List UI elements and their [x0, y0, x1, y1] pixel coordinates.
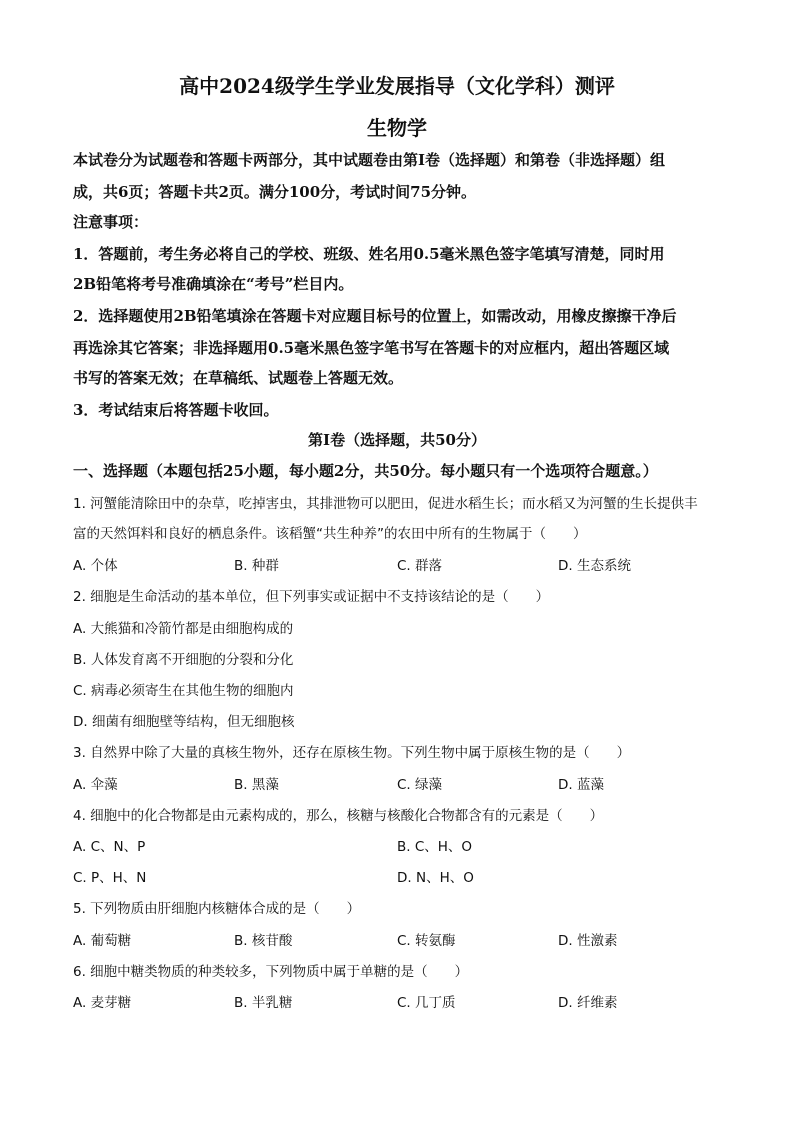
q3-stem: 3. 自然界中除了大量的真核生物外，还存在原核生物。下列生物中属于原核生物的是（ ） [73, 745, 631, 761]
q5-option-c: C. 转氨酶 [397, 933, 456, 949]
q5-option-b: B. 核苷酸 [234, 933, 293, 949]
q3-option-c: C. 绿藻 [397, 777, 443, 793]
q2-option-d: D. 细菌有细胞壁等结构，但无细胞核 [73, 714, 295, 730]
q2-option-b: B. 人体发育离不开细胞的分裂和分化 [73, 652, 294, 668]
q4-option-a: A. C、N、P [73, 839, 146, 855]
q2-option-c: C. 病毒必须寄生在其他生物的细胞内 [73, 683, 294, 699]
q6-option-b: B. 半乳糖 [234, 995, 293, 1011]
q6-option-a: A. 麦芽糖 [73, 995, 132, 1011]
q2-stem: 2. 细胞是生命活动的基本单位，但下列事实或证据中不支持该结论的是（ ） [73, 589, 550, 605]
note-2-line-2: 再选涂其它答案；非选择题用0.5毫米黑色签字笔书写在答题卡的对应框内，超出答题区域 [73, 339, 670, 357]
q4-stem: 4. 细胞中的化合物都是由元素构成的，那么，核糖与核酸化合物都含有的元素是（ ） [73, 808, 604, 824]
q5-option-d: D. 性激素 [558, 933, 618, 949]
q3-option-b: B. 黑藻 [234, 777, 279, 793]
q1-option-d: D. 生态系统 [558, 558, 631, 574]
notes-title: 注意事项： [73, 213, 149, 231]
section-instruction: 一、选择题（本题包括25小题，每小题2分，共50分。每小题只有一个选项符合题意。） [73, 462, 658, 480]
q1-stem-line-2: 富的天然饵料和良好的栖息条件。该稻蟹“共生种养”的农田中所有的生物属于（ ） [73, 526, 587, 542]
note-2-line-3: 书写的答案无效；在草稿纸、试题卷上答题无效。 [73, 369, 404, 387]
subject-title: 生物学 [367, 116, 427, 140]
note-1-line-2: 2B铅笔将考号准确填涂在“考号”栏目内。 [73, 275, 354, 293]
note-3: 3．考试结束后将答题卡收回。 [73, 401, 279, 419]
q1-option-c: C. 群落 [397, 558, 443, 574]
note-1-line-1: 1．答题前，考生务必将自己的学校、班级、姓名用0.5毫米黑色签字笔填写清楚，同时用 [73, 245, 665, 263]
q4-option-d: D. N、H、O [397, 870, 474, 886]
exam-title: 高中2024级学生学业发展指导（文化学科）测评 [179, 74, 615, 98]
q1-option-a: A. 个体 [73, 558, 118, 574]
section-title: 第I卷（选择题，共50分） [308, 431, 486, 449]
q1-option-b: B. 种群 [234, 558, 279, 574]
note-2-line-1: 2．选择题使用2B铅笔填涂在答题卡对应题目标号的位置上，如需改动，用橡皮擦擦干净后 [73, 307, 677, 325]
q4-option-b: B. C、H、O [397, 839, 473, 855]
q6-stem: 6. 细胞中糖类物质的种类较多，下列物质中属于单糖的是（ ） [73, 964, 469, 980]
q6-option-c: C. 几丁质 [397, 995, 456, 1011]
q3-option-a: A. 伞藻 [73, 777, 118, 793]
intro-line-2: 成，共6页；答题卡共2页。满分100分，考试时间75分钟。 [73, 183, 477, 201]
q6-option-d: D. 纤维素 [558, 995, 618, 1011]
q5-stem: 5. 下列物质由肝细胞内核糖体合成的是（ ） [73, 901, 361, 917]
intro-line-1: 本试卷分为试题卷和答题卡两部分，其中试题卷由第I卷（选择题）和第卷（非选择题）组 [73, 151, 666, 169]
q4-option-c: C. P、H、N [73, 870, 147, 886]
q2-option-a: A. 大熊猫和冷箭竹都是由细胞构成的 [73, 621, 294, 637]
q5-option-a: A. 葡萄糖 [73, 933, 132, 949]
q1-stem-line-1: 1. 河蟹能清除田中的杂草，吃掉害虫，其排泄物可以肥田，促进水稻生长；而水稻又为河蟹的生长提供丰 [73, 496, 698, 512]
q3-option-d: D. 蓝藻 [558, 777, 604, 793]
